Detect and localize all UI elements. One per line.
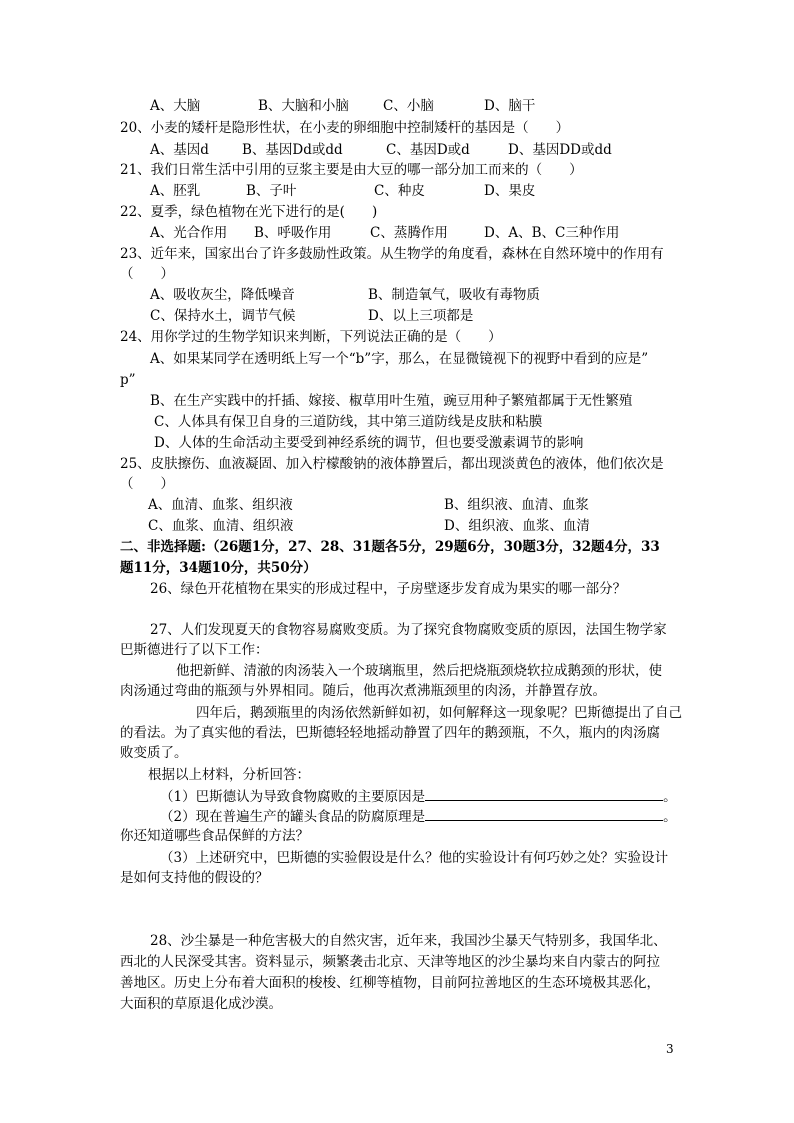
q27-answer-blank-2[interactable] bbox=[425, 806, 663, 821]
q27-para2-line1: 他把新鲜、清澈的肉汤装入一个玻璃瓶里，然后把烧瓶颈烧软拉成鹅颈的形状，使 bbox=[176, 663, 662, 679]
q25-option-a: A、血清、血浆、组织液 bbox=[148, 497, 293, 513]
q27-sub2-end: 。 bbox=[663, 809, 677, 825]
q27-answer-blank-1[interactable] bbox=[425, 786, 663, 801]
q25-option-d: D、组织液、血浆、血清 bbox=[444, 518, 590, 534]
q23-option-d: D、以上三项都是 bbox=[368, 308, 474, 324]
q24-option-a-line1: A、如果某同学在透明纸上写一个“b”字，那么，在显微镜视下的视野中看到的应是” bbox=[150, 351, 649, 367]
q23-option-b: B、制造氧气，吸收有毒物质 bbox=[368, 287, 540, 303]
q20-stem: 20、小麦的矮杆是隐形性状，在小麦的卵细胞中控制矮杆的基因是（ ） bbox=[120, 120, 570, 136]
q24-option-d: D、人体的生命活动主要受到神经系统的调节，但也要受激素调节的影响 bbox=[154, 435, 584, 451]
q27-para3-line2: 的看法。为了真实他的看法，巴斯德轻轻地摇动静置了四年的鹅颈瓶，不久，瓶内的肉汤腐 bbox=[120, 725, 660, 741]
q21-option-d: D、果皮 bbox=[484, 183, 536, 199]
q24-option-b: B、在生产实践中的扦插、嫁接、椒草用叶生殖，豌豆用种子繁殖都属于无性繁殖 bbox=[150, 393, 633, 409]
q25-stem-line1: 25、皮肤擦伤、血液凝固、加入柠檬酸钠的液体静置后，都出现淡黄色的液体，他们依次是 bbox=[120, 456, 664, 472]
q23-stem-line1: 23、近年来，国家出台了许多鼓励性政策。从生物学的角度看，森林在自然环境中的作用有 bbox=[120, 246, 664, 262]
q28-line3: 善地区。历史上分布着大面积的梭梭、红柳等植物，目前阿拉善地区的生态环境极其恶化， bbox=[120, 975, 660, 991]
q27-sub1 bbox=[160, 786, 677, 807]
q27-sub3-line1: （3）上述研究中，巴斯德的实验假设是什么？他的实验设计有何巧妙之处？实验设计 bbox=[160, 850, 669, 866]
page-number: 3 bbox=[666, 1042, 674, 1056]
q25-stem-line2: （ ） bbox=[120, 476, 174, 492]
q22-option-b: B、呼吸作用 bbox=[254, 225, 332, 241]
q22-option-d: D、A、B、C三种作用 bbox=[484, 225, 620, 241]
q24-option-c: C、人体具有保卫自身的三道防线，其中第三道防线是皮肤和粘膜 bbox=[154, 414, 543, 430]
q24-stem: 24、用你学过的生物学知识来判断，下列说法正确的是（ ） bbox=[120, 329, 502, 345]
q27-sub2-text: （2）现在普遍生产的罐头食品的防腐原理是 bbox=[160, 809, 426, 825]
q26-question: 26、绿色开花植物在果实的形成过程中，子房壁逐步发育成为果实的哪一部分？ bbox=[150, 581, 627, 597]
q27-sub1-text: （1）巴斯德认为导致食物腐败的主要原因是 bbox=[160, 789, 426, 805]
q27-para1-line2: 巴斯德进行了以下工作： bbox=[120, 642, 269, 658]
q19-option-d: D、脑干 bbox=[484, 98, 536, 114]
section2-heading-line1: 二、非选择题:（26题1分，27、28、31题各5分，29题6分，30题3分，32题4分，33 bbox=[120, 539, 660, 555]
q27-para3-line3: 败变质了。 bbox=[120, 745, 188, 761]
q27-lead: 根据以上材料，分析回答： bbox=[148, 767, 310, 783]
q20-option-d: D、基因DD或dd bbox=[508, 142, 612, 158]
q27-sub2-line2: 你还知道哪些食品保鲜的方法？ bbox=[120, 828, 309, 844]
q28-line2: 西北的人民深受其害。资料显示，频繁袭击北京、天津等地区的沙尘暴均来自内蒙古的阿拉 bbox=[120, 954, 660, 970]
q28-line4: 大面积的草原退化成沙漠。 bbox=[120, 996, 282, 1012]
q20-option-b: B、基因Dd或dd bbox=[242, 142, 343, 158]
q25-option-c: C、血浆、血清、组织液 bbox=[148, 518, 294, 534]
q22-stem: 22、夏季，绿色植物在光下进行的是( ) bbox=[120, 204, 378, 220]
q19-option-a: A、大脑 bbox=[150, 98, 201, 114]
q27-para1-line1: 27、人们发现夏天的食物容易腐败变质。为了探究食物腐败变质的原因，法国生物学家 bbox=[150, 622, 667, 638]
q24-option-a-line2: p” bbox=[120, 372, 136, 388]
q19-options bbox=[150, 96, 200, 116]
q23-option-c: C、保持水土，调节气候 bbox=[150, 308, 296, 324]
q19-option-c: C、小脑 bbox=[383, 98, 434, 114]
q19-option-b: B、大脑和小脑 bbox=[258, 98, 349, 114]
q25-option-b: B、组织液、血清、血浆 bbox=[444, 497, 589, 513]
q22-option-a: A、光合作用 bbox=[150, 225, 228, 241]
q27-sub3-line2: 是如何支持他的假设的？ bbox=[120, 870, 269, 886]
q21-stem: 21、我们日常生活中引用的豆浆主要是由大豆的哪一部分加工而来的（ ） bbox=[120, 162, 583, 178]
section2-heading-line2: 题11分，34题10分，共50分） bbox=[120, 560, 317, 576]
q28-line1: 28、沙尘暴是一种危害极大的自然灾害，近年来，我国沙尘暴天气特别多，我国华北、 bbox=[150, 933, 667, 949]
q21-option-a: A、胚乳 bbox=[150, 183, 201, 199]
q22-option-c: C、蒸腾作用 bbox=[370, 225, 448, 241]
q23-stem-line2: （ ） bbox=[120, 266, 174, 282]
q20-option-c: C、基因D或d bbox=[386, 142, 470, 158]
q20-option-a: A、基因d bbox=[150, 142, 209, 158]
q27-sub2 bbox=[160, 806, 677, 827]
q27-para3-line1: 四年后，鹅颈瓶里的肉汤依然新鲜如初，如何解释这一现象呢？巴斯德提出了自己 bbox=[196, 705, 682, 721]
q27-sub1-end: 。 bbox=[663, 789, 677, 805]
q21-option-b: B、子叶 bbox=[246, 183, 297, 199]
q27-para2-line2: 肉汤通过弯曲的瓶颈与外界相同。随后，他再次煮沸瓶颈里的肉汤，并静置存放。 bbox=[120, 683, 606, 699]
q23-option-a: A、吸收灰尘，降低噪音 bbox=[150, 287, 295, 303]
q21-option-c: C、种皮 bbox=[374, 183, 425, 199]
